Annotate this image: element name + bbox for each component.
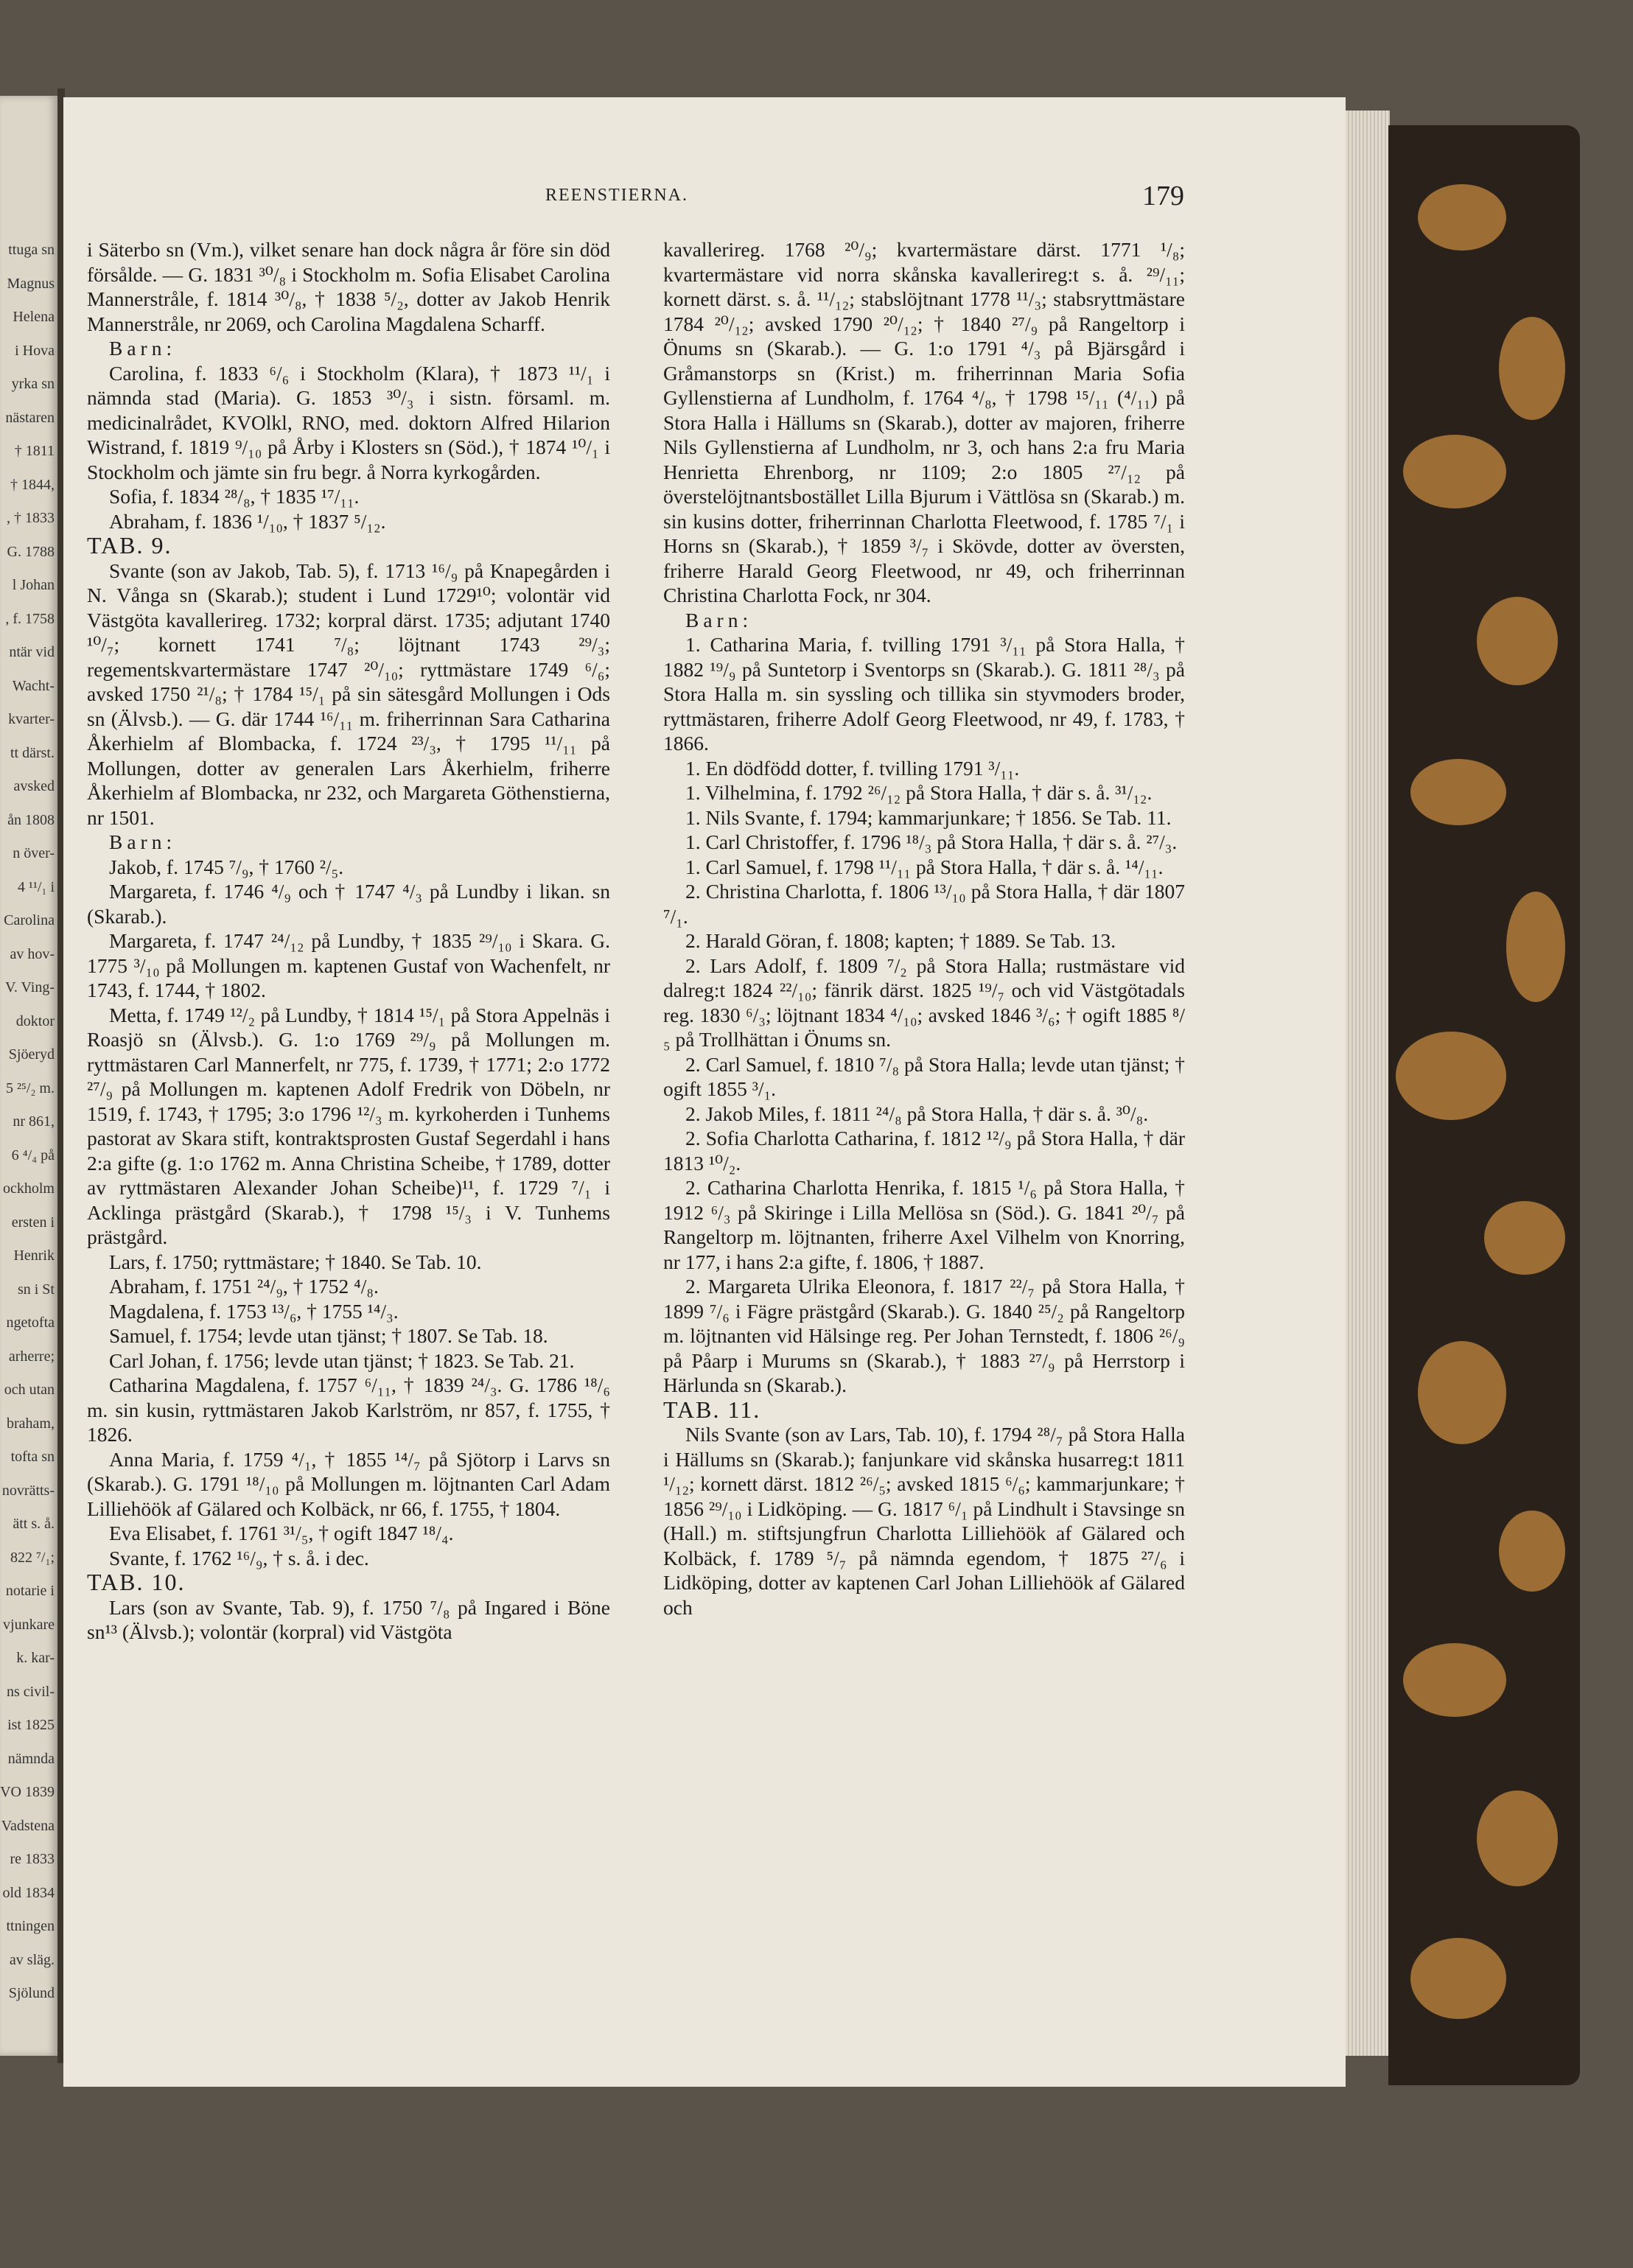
margin-fragment: ersten i bbox=[11, 1214, 55, 1231]
margin-fragment: ån 1808 bbox=[7, 811, 55, 828]
genealogy-entry: 2. Catharina Charlotta Henrika, f. 1815 ¹/₆ på Stora Halla, † 1912 ⁶/₃ på Skiringe i Lilla Mellösa sn (Söd.). G. 1841 ²⁰/₇ på Rangeltorp m. löjtnanten, friherre Axel Vilhelm von Knorring, nr 177, i hans 2:a gifte, f. 1806, † 1887. bbox=[663, 1176, 1185, 1273]
margin-fragment: av hov- bbox=[10, 945, 55, 962]
margin-fragment: ätt s. å. bbox=[13, 1516, 55, 1532]
margin-fragment: V. Ving- bbox=[5, 979, 55, 995]
margin-fragment: yrka sn bbox=[11, 376, 55, 392]
margin-fragment: l Johan bbox=[12, 577, 55, 593]
margin-fragment: i Hova bbox=[15, 342, 55, 359]
margin-fragment: nästaren bbox=[5, 409, 55, 426]
margin-fragment: ist 1825 bbox=[7, 1717, 55, 1733]
table-heading: TAB. 11. bbox=[663, 1396, 761, 1423]
running-header: REENSTIERNA. bbox=[545, 186, 688, 205]
genealogy-entry: 2. Sofia Charlotta Catharina, f. 1812 ¹²/₉ på Stora Halla, † där 1813 ¹⁰/₂. bbox=[663, 1127, 1185, 1175]
margin-fragment: tofta sn bbox=[10, 1449, 55, 1465]
margin-fragment: 6 ⁴/₄ på bbox=[11, 1147, 55, 1163]
genealogy-entry: 1. Vilhelmina, f. 1792 ²⁶/₁₂ på Stora Halla, † där s. å. ³¹/₁₂. bbox=[685, 781, 1153, 804]
genealogy-entry: Metta, f. 1749 ¹²/₂ på Lundby, † 1814 ¹⁵/₁ på Stora Appelnäs i Roasjö sn (Älvsb.). G. 1:o 1769 ²⁹/₉ på Mollungen m. ryttmästaren Carl Mannerfelt, nr 775, f. 1739, † 1771; 2:o 1772 ²⁷/₉ på Mollungen m. kaptenen Adolf Fredrik von Döbeln, nr 1519, f. 1743, † 1795; 3:o 1796 ¹²/₃ m. kyrkoherden i Tunhems pastorat av Skara stift, kontraktsprosten Gustaf Segerdahl i hans 2:a gifte (g. 1:o 1762 m. Anna Christina Scheibe, † 1789, dotter av ryttmästaren Alexander Johan Scheibe)¹¹, f. 1729 ⁷/₁ i Acklinga prästgård (Skarab.), † 1798 ¹⁵/₃ i V. Tunhems prästgård. bbox=[87, 1003, 610, 1248]
margin-fragment: braham, bbox=[7, 1415, 55, 1432]
margin-fragment: old 1834 bbox=[2, 1884, 55, 1901]
margin-fragment: ntär vid bbox=[9, 644, 55, 660]
genealogy-entry: 2. Carl Samuel, f. 1810 ⁷/₈ på Stora Halla; levde utan tjänst; † ogift 1855 ³/₁. bbox=[663, 1052, 1185, 1100]
margin-fragment: Helena bbox=[13, 309, 55, 325]
margin-fragment: Sjöeryd bbox=[8, 1046, 55, 1063]
page-number: 179 bbox=[1142, 181, 1184, 211]
genealogy-entry: 2. Christina Charlotta, f. 1806 ¹³/₁₀ på Stora Halla, † där 1807 ⁷/₁. bbox=[663, 880, 1185, 928]
genealogy-entry: Margareta, f. 1746 ⁴/₉ och † 1747 ⁴/₃ på Lundby i likan. sn (Skarab.). bbox=[87, 880, 610, 928]
genealogy-entry: Catharina Magdalena, f. 1757 ⁶/₁₁, † 1839 ²⁴/₃. G. 1786 ¹⁸/₆ m. sin kusin, ryttmästaren Jakob Karlström, nr 857, f. 1755, † 1826. bbox=[87, 1373, 610, 1446]
genealogy-entry: 2. Harald Göran, f. 1808; kapten; † 1889. Se Tab. 13. bbox=[685, 929, 1116, 952]
margin-fragment: , f. 1758 bbox=[5, 610, 55, 627]
margin-fragment: notarie i bbox=[5, 1583, 55, 1599]
genealogy-entry: Carolina, f. 1833 ⁶/₆ i Stockholm (Klara), † 1873 ¹¹/₁ i nämnda stad (Maria). G. 1853 ³⁰/₃ i sistn. församl. m. medicinalrådet, KVOlkl, RNO, med. doktorn Alfred Hilarion Wistrand, f. 1819 ⁹/₁₀ på Årby i Klosters sn (Söd.), † 1874 ¹⁰/₁ i Stockholm och jämte sin fru begr. å Norra kyrkogården. bbox=[87, 361, 610, 483]
genealogy-entry: Anna Maria, f. 1759 ⁴/₁, † 1855 ¹⁴/₇ på Sjötorp i Larvs sn (Skarab.). G. 1791 ¹⁸/₁₀ på Mollungen m. löjtnanten Carl Adam Lilliehöök af Gälared och Kolbäck, nr 66, f. 1755, † 1804. bbox=[87, 1447, 610, 1520]
genealogy-entry: Svante (son av Jakob, Tab. 5), f. 1713 ¹⁶/₉ på Knapegården i N. Vånga sn (Skarab.); student i Lund 1729¹⁰; volontär vid Västgöta kavallerireg. 1732; korpral därst. 1735; adjutant 1740 ¹⁰/₇; kornett 1741 ⁷/₈; löjtnant 1743 ²⁹/₃; regementskvartermästare 1747 ²⁰/₁₀; ryttmästare 1749 ⁶/₆; avsked 1750 ²¹/₈; † 1784 ¹⁵/₁ på sin sätesgård Mollungen i Ods sn (Älvsb.). — G. där 1744 ¹⁶/₁₁ m. friherrinnan Sara Catharina Åkerhielm af Blombacka, f. 1724 ²³/₃, † 1795 ¹¹/₁₁ på Mollungen, dotter av generalen Lars Åkerhielm, friherre Åkerhielm af Blombacka, nr 232, och Margareta Göthenstierna, nr 1501. bbox=[87, 559, 610, 829]
children-heading: Barn: bbox=[685, 608, 753, 631]
genealogy-entry: Svante, f. 1762 ¹⁶/₉, † s. å. i dec. bbox=[109, 1546, 369, 1569]
genealogy-entry: Nils Svante (son av Lars, Tab. 10), f. 1794 ²⁸/₇ på Stora Halla i Hällums sn (Skarab.); fanjunkare vid skånska husarreg:t 1811 ¹/₁₂; kornett därst. 1812 ²⁶/₅; avsked 1815 ⁶/₆; kammarjunkare; † 1856 ²⁹/₁₀ i Lidköping. — G. 1817 ⁶/₁ på Lindhult i Stavsinge sn (Hall.) m. stiftsjungfrun Charlotta Lilliehöök af Gälared och Kolbäck, f. 1789 ⁵/₇ på nämnda egendom, † 1875 ²⁷/₆ i Lidköping, dotter av kaptenen Carl Johan Lilliehöök af Gälared och bbox=[663, 1423, 1185, 1619]
margin-fragment: ockholm bbox=[3, 1180, 55, 1197]
continued-paragraph: kavallerireg. 1768 ²⁰/₉; kvartermästare därst. 1771 ¹/₈; kvartermästare vid norra skånska kavallerireg:t s. å. ²⁹/₁₁; kornett därst. s. å. ¹¹/₁₂; stabslöjtnant 1778 ¹¹/₃; stabsryttmästare 1784 ²⁰/₁₂; avsked 1790 ²⁰/₁₂; † 1840 ²⁷/₉ på Rangeltorp i Önums sn (Skarab.). — G. 1:o 1791 ⁴/₃ på Bjärsgård i Gråmanstorps sn (Krist.) m. friherrinnan Maria Sofia Gyllenstierna af Lundholm, f. 1764 ⁴/₈, † 1798 ¹⁵/₁₁ (⁴/₁₁) på Stora Halla i Hällums sn (Skarab.), dotter av majoren, friherre Nils Gyllenstierna af Lundholm, nr 3, och hans 2:a fru Maria Henrietta Ehrenborg, nr 1109; 2:o 1805 ²⁷/₁₂ på överstelöjtnantsbostället Lilla Bjurum i Vättlösa sn (Skarab.) m. sin kusins dotter, friherrinnan Charlotta Fleetwood, f. 1785 ⁷/₁ i Horns sn (Skarab.), † 1859 ³/₇ i Skövde, dotter av översten, friherre Harald Georg Fleetwood, nr 49, och friherrinnan Christina Charlotta Fock, nr 304. bbox=[663, 238, 1185, 606]
margin-fragment: ns civil- bbox=[7, 1683, 55, 1700]
margin-fragment: † 1844, bbox=[10, 476, 55, 493]
margin-fragment: re 1833 bbox=[10, 1851, 55, 1867]
marbled-book-cover bbox=[1388, 125, 1580, 2085]
genealogy-entry: Samuel, f. 1754; levde utan tjänst; † 1807. Se Tab. 18. bbox=[109, 1324, 548, 1347]
table-heading: TAB. 10. bbox=[87, 1569, 186, 1595]
margin-fragment: doktor bbox=[15, 1012, 55, 1029]
genealogy-entry: Lars (son av Svante, Tab. 9), f. 1750 ⁷/₈ på Ingared i Böne sn¹³ (Älvsb.); volontär (korpral) vid Västgöta bbox=[87, 1595, 610, 1643]
genealogy-entry: 1. Catharina Maria, f. tvilling 1791 ³/₁₁ på Stora Halla, † 1882 ¹⁹/₉ på Suntetorp i Sventorps sn (Skarab.). G. 1811 ²⁸/₃ på Stora Halla m. sin syssling och tillika sin styvmoders broder, ryttmästaren, friherre Adolf Georg Fleetwood, nr 49, f. 1783, † 1866. bbox=[663, 633, 1185, 755]
margin-fragment: novrätts- bbox=[1, 1482, 55, 1499]
continued-paragraph: i Säterbo sn (Vm.), vilket senare han dock några år före sin död försålde. — G. 1831 ³⁰/₈ i Stockholm m. Sofia Elisabet Carolina Mannerstråle, f. 1814 ³⁰/₈, † 1838 ⁵/₂, dotter av Jakob Henrik Mannerstråle, nr 2069, och Carolina Magdalena Scharff. bbox=[87, 238, 610, 335]
margin-fragment: G. 1788 bbox=[7, 543, 55, 560]
margin-fragment: Sjölund bbox=[8, 1985, 55, 2001]
genealogy-entry: 2. Jakob Miles, f. 1811 ²⁴/₈ på Stora Halla, † där s. å. ³⁰/₈. bbox=[685, 1102, 1149, 1125]
margin-fragment: † 1811 bbox=[14, 443, 55, 459]
genealogy-entry: Abraham, f. 1836 ¹/₁₀, † 1837 ⁵/₁₂. bbox=[109, 509, 386, 533]
genealogy-entry: Magdalena, f. 1753 ¹³/₆, † 1755 ¹⁴/₃. bbox=[109, 1299, 399, 1323]
genealogy-entry: Abraham, f. 1751 ²⁴/₉, † 1752 ⁴/₈. bbox=[109, 1275, 379, 1298]
genealogy-entry: 1. En dödfödd dotter, f. tvilling 1791 ³/₁₁. bbox=[685, 756, 1020, 780]
margin-fragment: 4 ¹¹/₁ i bbox=[17, 878, 55, 895]
margin-fragment: ttningen bbox=[6, 1918, 55, 1934]
margin-fragment: Vadstena bbox=[1, 1817, 55, 1834]
children-heading: Barn: bbox=[109, 830, 177, 853]
left-page-edge bbox=[0, 96, 57, 2056]
genealogy-entry: Margareta, f. 1747 ²⁴/₁₂ på Lundby, † 1835 ²⁹/₁₀ i Skara. G. 1775 ³/₁₀ på Mollungen m. kaptenen Gustaf von Wachenfelt, nr 1743, f. 1744, † 1802. bbox=[87, 929, 610, 1001]
genealogy-entry: Lars, f. 1750; ryttmästare; † 1840. Se Tab. 10. bbox=[109, 1250, 482, 1273]
page-stack-edges bbox=[1346, 111, 1390, 2056]
genealogy-entry: 1. Carl Christoffer, f. 1796 ¹⁸/₃ på Stora Halla, † där s. å. ²⁷/₃. bbox=[685, 830, 1178, 853]
margin-fragment: tt därst. bbox=[10, 744, 55, 761]
table-heading: TAB. 9. bbox=[87, 532, 172, 559]
margin-fragment: 5 ²⁵/₂ m. bbox=[5, 1079, 55, 1096]
margin-fragment: ngetofta bbox=[6, 1315, 55, 1331]
right-text-column bbox=[663, 237, 1185, 1620]
margin-fragment: nämnda bbox=[7, 1750, 55, 1767]
margin-fragment: Henrik bbox=[13, 1247, 55, 1264]
children-heading: Barn: bbox=[109, 337, 177, 360]
margin-fragment: n över- bbox=[13, 845, 55, 861]
margin-fragment: arherre; bbox=[8, 1348, 55, 1365]
genealogy-entry: Jakob, f. 1745 ⁷/₉, † 1760 ²/₅. bbox=[109, 855, 344, 878]
genealogy-entry: 1. Nils Svante, f. 1794; kammarjunkare; † 1856. Se Tab. 11. bbox=[685, 805, 1172, 829]
left-page-text-fragments bbox=[0, 96, 56, 2056]
margin-fragment: Wacht- bbox=[12, 677, 55, 694]
margin-fragment: ttuga sn bbox=[8, 242, 55, 258]
margin-fragment: kvarter- bbox=[8, 711, 55, 727]
left-text-column bbox=[87, 237, 610, 1645]
genealogy-entry: Sofia, f. 1834 ²⁸/₈, † 1835 ¹⁷/₁₁. bbox=[109, 485, 360, 508]
genealogy-entry: 2. Lars Adolf, f. 1809 ⁷/₂ på Stora Halla; rustmästare vid dalreg:t 1824 ²²/₁₀; fänrik därst. 1825 ¹⁹/₇ och vid Västgötadals reg. 1830 ⁶/₃; löjtnant 1834 ⁴/₁₀; avsked 1846 ³/₆; † ogift 1885 ⁸/₅ på Trollhättan i Önums sn. bbox=[663, 953, 1185, 1051]
margin-fragment: sn i St bbox=[17, 1281, 55, 1298]
genealogy-entry: 1. Carl Samuel, f. 1798 ¹¹/₁₁ på Stora Halla, † där s. å. ¹⁴/₁₁. bbox=[685, 855, 1164, 878]
margin-fragment: 822 ⁷/₁; bbox=[10, 1549, 55, 1566]
margin-fragment: vjunkare bbox=[3, 1616, 55, 1633]
margin-fragment: k. kar- bbox=[16, 1650, 55, 1666]
genealogy-entry: Carl Johan, f. 1756; levde utan tjänst; † 1823. Se Tab. 21. bbox=[109, 1348, 575, 1372]
margin-fragment: Magnus bbox=[7, 275, 55, 292]
margin-fragment: , † 1833 bbox=[7, 510, 55, 526]
genealogy-entry: 2. Margareta Ulrika Eleonora, f. 1817 ²²/₇ på Stora Halla, † 1899 ⁷/₆ i Fägre prästgård (Skarab.). G. 1840 ²⁵/₂ på Rangeltorp m. löjtnanten vid Hälsinge reg. Per Johan Ternstedt, f. 1806 ²⁶/₉ på Påarp i Murums sn (Skarab.), † 1883 ²⁷/₉ på Herrstorp i Härlunda sn (Skarab.). bbox=[663, 1275, 1185, 1396]
margin-fragment: avsked bbox=[13, 778, 55, 794]
margin-fragment: VO 1839 bbox=[0, 1784, 55, 1800]
margin-fragment: nr 861, bbox=[13, 1113, 55, 1130]
margin-fragment: av släg. bbox=[9, 1951, 55, 1968]
margin-fragment: Carolina bbox=[4, 912, 55, 928]
genealogy-entry: Eva Elisabet, f. 1761 ³¹/₅, † ogift 1847 ¹⁸/₄. bbox=[109, 1522, 454, 1544]
margin-fragment: och utan bbox=[4, 1382, 55, 1398]
